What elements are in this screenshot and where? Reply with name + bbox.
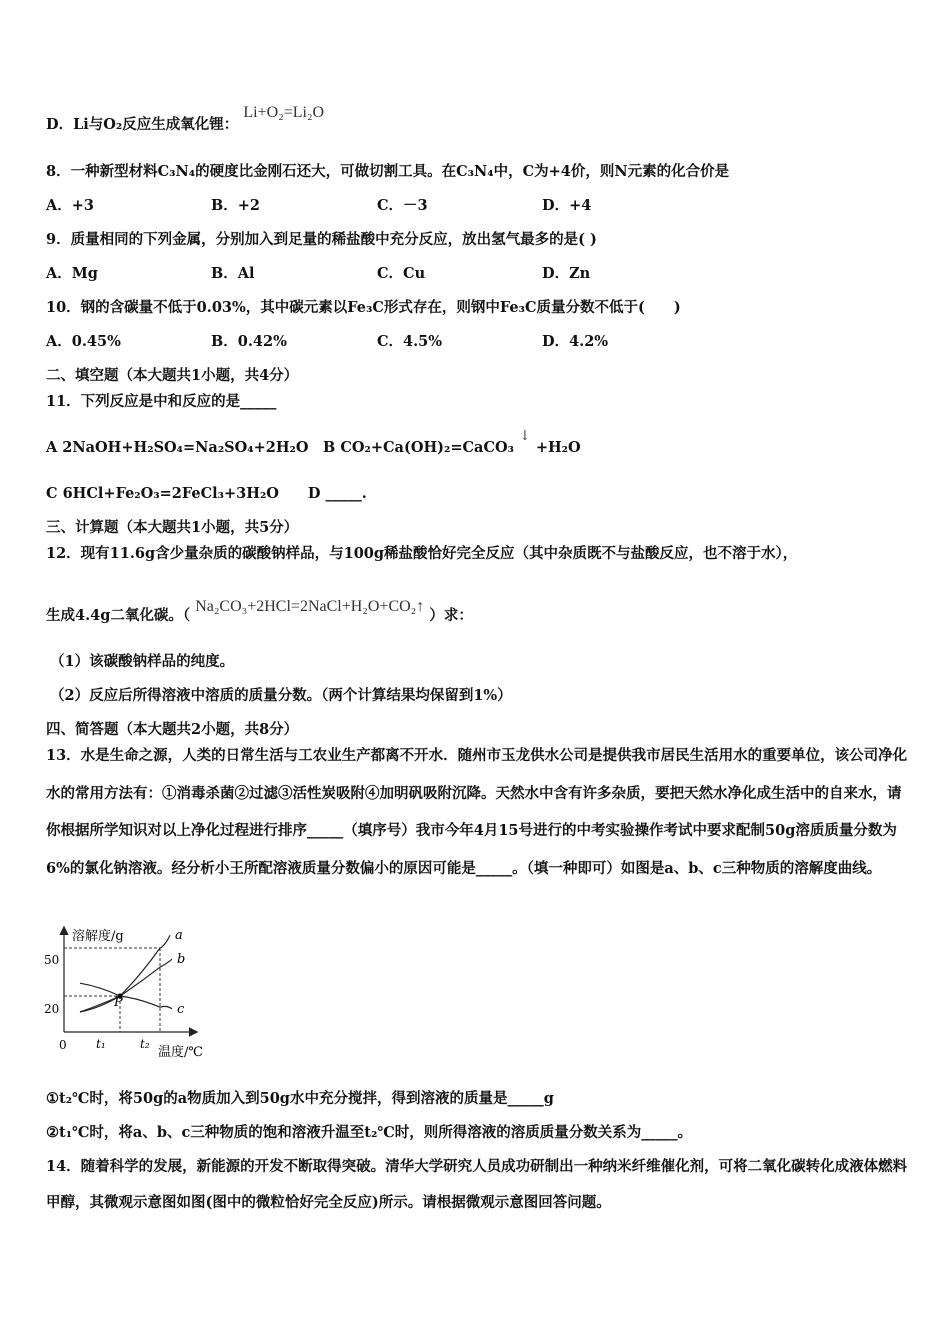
q7-option-d [46,104,325,135]
q10-option-a: A．0.45% [46,333,121,350]
q8-option-a: A．+3 [46,197,94,214]
q10-stem: 10．钢的含碳量不低于0.03%，其中碳元素以Fe₃C形式存在，则钢中Fe₃C质量分数不低于( ) [46,299,681,316]
curve-a [80,935,170,1012]
q7-formula: Li+O₂=Li₂O [243,104,325,121]
q9-stem: 9．质量相同的下列金属，分别加入到足量的稀盐酸中充分反应，放出氢气最多的是( ) [46,231,597,248]
curve-c [80,983,172,1009]
q12-line2-end: ）求： [429,607,473,624]
q10-option-d: D．4.2% [542,333,609,350]
q9-option-a: A．Mg [46,265,98,282]
curve-label-b: b [177,952,186,968]
q8-option-b: B．+2 [211,197,260,214]
q11-options-cd: C 6HCl+Fe₂O₃=2FeCl₃+3H₂O D _____. [46,485,367,502]
q13-sub2: ②t₁℃时，将a、b、c三种物质的饱和溶液升温至t₂℃时，则所得溶液的溶质质量分数关系为_____。 [46,1124,692,1141]
q12-line2 [46,598,473,626]
q9-option-d: D．Zn [542,265,591,282]
q11-stem: 11．下列反应是中和反应的是_____ [46,393,277,410]
y-tick-20: 20 [44,1002,60,1016]
curve-label-c: c [177,1001,185,1017]
q9-option-c: C．Cu [377,265,426,282]
q13-paragraph: 13．水是生命之源，人类的日常生活与工农业生产都离不开水．随州市玉龙供水公司是提供我市居民生活用水的重要单位，该公司净化水的常用方法有：①消毒杀菌②过滤③活性炭吸附④加明矾吸附沉降。天然水中含有许多杂质，要把天然水净化成生活中的自来水，请你根据所学知识对以上净化过程进行排序_____（填序号）我市今年4月15号进行的中考实验操作考试中要求配制50g溶质质量分数为6%的氯化钠溶液。经分析小王所配溶液质量分数偏小的原因可能是_____。（填一种即可）如图是a、b、c三种物质的溶解度曲线。 [46,747,908,877]
precipitate-arrow: ↓ [519,428,531,444]
section-3-heading: 三、计算题（本大题共1小题，共5分） [46,519,299,536]
x-tick-t2: t₂ [140,1037,150,1051]
q12-stem: 12．现有11.6g含少量杂质的碳酸钠样品，与100g稀盐酸恰好完全反应（其中杂质既不与盐酸反应，也不溶于水）， [46,545,798,562]
solubility-chart [40,922,240,1062]
q14-paragraph: 14．随着科学的发展，新能源的开发不断取得突破。清华大学研究人员成功研制出一种纳米纤维催化剂，可将二氧化碳转化成液体燃料甲醇，其微观示意图如图(图中的微粒恰好完全反应)所示。请根据微观示意图回答问题。 [46,1158,908,1211]
curve-b [80,959,172,1012]
q12-sub1: （1）该碳酸钠样品的纯度。 [50,653,235,670]
q11-options-ab [46,428,581,458]
y-axis-label: 溶解度/g [72,929,124,944]
q8-option-c: C．－3 [377,197,428,214]
q11-options-ab-tail: +H₂O [535,439,581,456]
q12-formula: Na₂CO₃+2HCl=2NaCl+H₂O+CO₂↑ [195,598,425,615]
q10-option-c: C．4.5% [377,333,443,350]
x-tick-t1: t₁ [96,1037,106,1051]
curve-label-a: a [175,928,183,944]
x-axis-label: 温度/℃ [158,1045,203,1060]
q12-sub2: （2）反应后所得溶液中溶质的质量分数。（两个计算结果均保留到1%） [50,687,512,704]
q7-option-d-text: D．Li与O₂反应生成氧化锂： [46,116,239,133]
y-tick-50: 50 [44,953,60,967]
origin-label: 0 [59,1038,67,1052]
point-p-label: P [114,995,123,1010]
section-4-heading: 四、简答题（本大题共2小题，共8分） [46,721,299,738]
q8-stem: 8．一种新型材料C₃N₄的硬度比金刚石还大，可做切割工具。在C₃N₄中，C为+4价，则N元素的化合价是 [46,163,730,180]
section-2-heading: 二、填空题（本大题共1小题，共4分） [46,367,299,384]
q8-option-d: D．+4 [542,197,592,214]
q10-option-b: B．0.42% [211,333,287,350]
q9-option-b: B．Al [211,265,255,282]
q13-sub1: ①t₂℃时，将50g的a物质加入到50g水中充分搅拌，得到溶液的质量是_____g [46,1090,554,1107]
q11-options-ab-main: A 2NaOH+H₂SO₄=Na₂SO₄+2H₂O B CO₂+Ca(OH)₂=CaCO₃ [46,439,514,456]
q12-line2-start: 生成4.4g二氧化碳。（ [46,607,191,624]
